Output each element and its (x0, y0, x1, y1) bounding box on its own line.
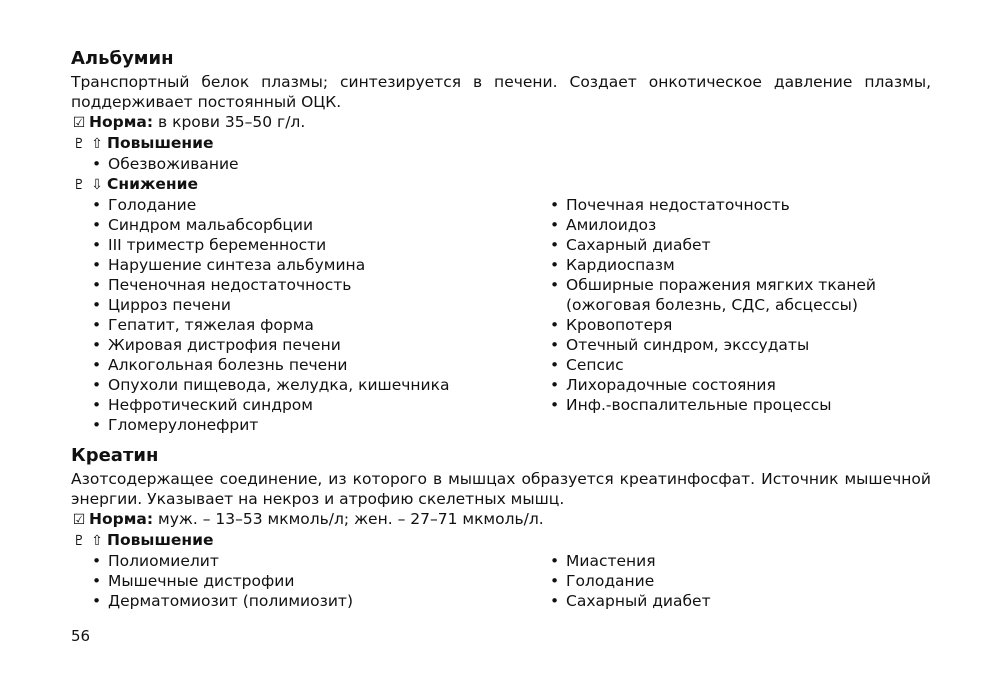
list-item: • Гломерулонефрит (71, 415, 529, 435)
list-item: • Голодание (71, 195, 529, 215)
list-item: • Инф.-воспалительные процессы (529, 395, 929, 415)
albumin-increase-heading (71, 133, 931, 154)
arrow-up-icon: ⇧ (91, 136, 103, 152)
creatine-increase-right-list (529, 551, 929, 611)
albumin-norma-value: в крови 35–50 г/л. (158, 113, 306, 131)
arrow-down-icon: ⇩ (91, 177, 103, 193)
list-item: • Сепсис (529, 355, 929, 375)
creatine-increase-heading (71, 530, 931, 551)
list-item: • Опухоли пищевода, желудка, кишечника (71, 375, 529, 395)
list-item: • Голодание (529, 571, 929, 591)
arrow-up-icon: ⇧ (91, 533, 103, 549)
list-item: • Гепатит, тяжелая форма (71, 315, 529, 335)
creatine-title: Креатин (71, 445, 159, 466)
creatine-increase-label: Повышение (107, 531, 214, 549)
albumin-description: Транспортный белок плазмы; синтезируется в печени. Создает онкотическое давление плазмы, поддерживает постоянный ОЦК. (71, 73, 931, 111)
list-item: • Сахарный диабет (529, 235, 929, 255)
list-item: • Нефротический синдром (71, 395, 529, 415)
creatine-increase-left-list (71, 551, 529, 611)
albumin-decrease-columns (71, 195, 931, 435)
albumin-increase-label: Повышение (107, 134, 214, 152)
checkbox-icon: ☑ (72, 115, 86, 131)
list-item: • Печеночная недостаточность (71, 275, 529, 295)
list-item: • Почечная недостаточность (529, 195, 929, 215)
albumin-title: Альбумин (71, 48, 174, 69)
creatine-increase-columns (71, 551, 931, 611)
creatine-norma (71, 509, 931, 530)
list-item: • Жировая дистрофия печени (71, 335, 529, 355)
list-item: • Отечный синдром, экссудаты (529, 335, 929, 355)
pointer-icon: ♇ (72, 177, 86, 193)
list-item: • Сахарный диабет (529, 591, 929, 611)
list-item: • III триместр беременности (71, 235, 529, 255)
albumin-decrease-right-list (529, 195, 929, 415)
list-item: • Синдром мальабсорбции (71, 215, 529, 235)
list-item: • Кардиоспазм (529, 255, 929, 275)
list-item: • Нарушение синтеза альбумина (71, 255, 529, 275)
section-gap (71, 435, 931, 443)
list-item: • Амилоидоз (529, 215, 929, 235)
list-item: • Обширные поражения мягких тканей (ожоговая болезнь, СДС, абсцессы) (529, 275, 929, 315)
list-item: • Полиомиелит (71, 551, 529, 571)
list-item: • Миастения (529, 551, 929, 571)
albumin-decrease-heading (71, 174, 931, 195)
albumin-norma (71, 112, 931, 133)
pointer-icon: ♇ (72, 136, 86, 152)
page-number: 56 (71, 627, 91, 645)
albumin-norma-label: Норма: (89, 113, 154, 131)
creatine-description: Азотсодержащее соединение, из которого в мышцах образуется креатинфосфат. Источник мышечной энергии. Указывает на некроз и атрофию скелетных мышц. (71, 470, 931, 508)
albumin-increase-list (71, 154, 931, 174)
albumin-decrease-label: Снижение (107, 175, 198, 193)
list-item: • Цирроз печени (71, 295, 529, 315)
list-item: • Дерматомиозит (полимиозит) (71, 591, 529, 611)
list-item: • Алкогольная болезнь печени (71, 355, 529, 375)
creatine-norma-label: Норма: (89, 510, 154, 528)
albumin-decrease-left-list (71, 195, 529, 435)
list-item: • Мышечные дистрофии (71, 571, 529, 591)
list-item: • Обезвоживание (71, 154, 931, 174)
pointer-icon: ♇ (72, 533, 86, 549)
page-content (71, 46, 931, 611)
list-item: • Лихорадочные состояния (529, 375, 929, 395)
list-item: • Кровопотеря (529, 315, 929, 335)
creatine-norma-value: муж. – 13–53 мкмоль/л; жен. – 27–71 мкмоль/л. (158, 510, 544, 528)
checkbox-icon: ☑ (72, 512, 86, 528)
